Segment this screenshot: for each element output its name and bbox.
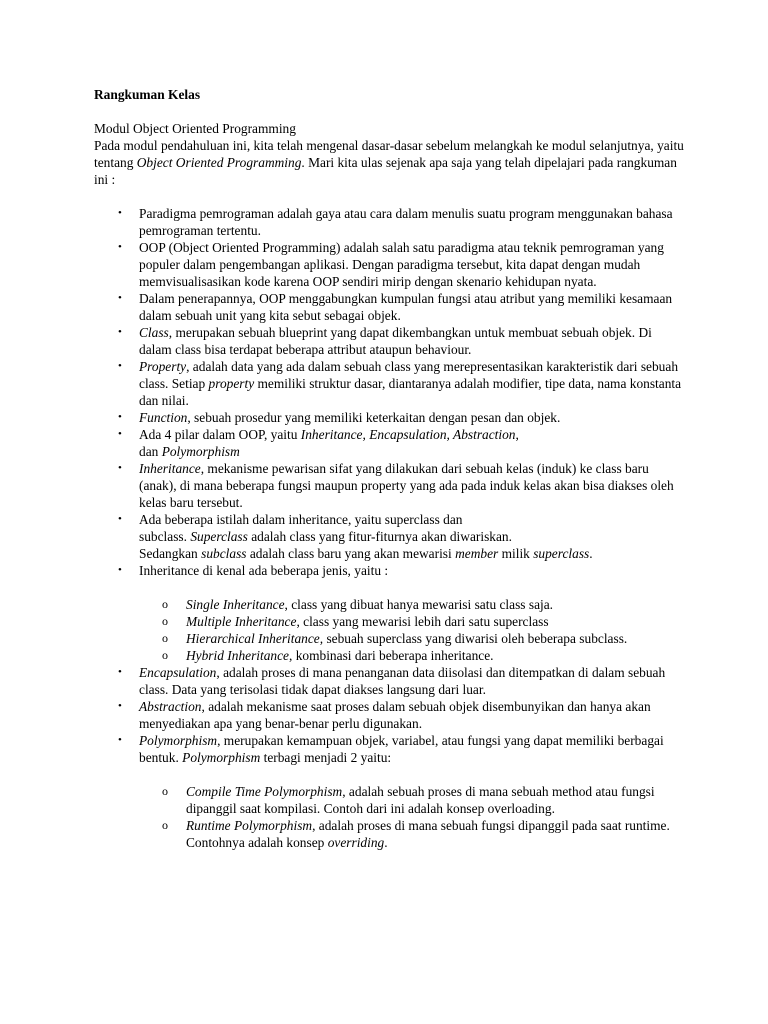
list-item-jenis-inheritance: • Inheritance di kenal ada beberapa jenis, yaitu : o Single Inheritance, class yang dibuat hanya mewarisi satu class saja. o Multiple Inheritance, class yang mewarisi lebih dari satu superclass o Hierarchical Inheritance, sebuah superclass yang diwarisi oleh beberapa subclass. o Hybrid Inheritance, kombinasi dari beberapa inheritance. [94, 562, 684, 664]
sub-item-hierarchical: o Hierarchical Inheritance, sebuah superclass yang diwarisi oleh beberapa subclass. [162, 631, 628, 646]
module-subtitle: Modul Object Oriented Programming [94, 121, 296, 136]
document-page [94, 86, 684, 851]
bullet-icon: • [118, 462, 122, 474]
intro-oop-term: Object Oriented Programming [136, 155, 302, 170]
list-item-function: • Function, sebuah prosedur yang memiliki keterkaitan dengan pesan dan objek. [118, 410, 561, 425]
bullet-icon: • [118, 292, 122, 304]
circle-bullet-icon: o [162, 631, 168, 645]
circle-bullet-icon: o [162, 597, 168, 611]
list-item-abstraction: • Abstraction, adalah mekanisme saat proses dalam sebuah objek disembunyikan dan hanya akan menyediakan apa yang benar-benar perlu digunakan. [118, 699, 651, 731]
bullet-icon: • [118, 207, 122, 219]
sub-item-hybrid: o Hybrid Inheritance, kombinasi dari beberapa inheritance. [162, 648, 494, 663]
bullet-icon: • [118, 700, 122, 712]
inheritance-types-list [139, 596, 684, 664]
spacer [94, 188, 684, 205]
list-item-paradigma: • Paradigma pemrograman adalah gaya atau cara dalam menulis suatu program menggunakan bahasa pemrograman tertentu. [118, 206, 673, 238]
circle-bullet-icon: o [162, 818, 168, 832]
intro-text-1: Pada modul pendahuluan ini, kita telah mengenal dasar-dasar sebelum melangkah ke modul selanjutnya, yaitu tentang [94, 138, 684, 170]
circle-bullet-icon: o [162, 648, 168, 662]
circle-bullet-icon: o [162, 614, 168, 628]
list-item-class: • Class, merupakan sebuah blueprint yang dapat dikembangkan untuk membuat sebuah objek. Di dalam class bisa terdapat beberapa attribut ataupun behaviour. [118, 325, 652, 357]
bullet-icon: • [118, 564, 122, 576]
summary-list [94, 205, 684, 851]
bullet-icon: • [118, 360, 122, 372]
bullet-icon: • [118, 411, 122, 423]
list-item-polymorphism: • Polymorphism, merupakan kemampuan objek, variabel, atau fungsi yang dapat memiliki berbagai bentuk. Polymorphism terbagi menjadi 2 yaitu: o Compile Time Polymorphism, adalah sebuah proses di mana sebuah method atau fungsi dipanggil saat kompilasi. Contoh dari ini adalah konsep overloading. o Runtime Polymorphism, adalah proses di mana sebuah fungsi dipanggil pada saat runtime. Contohnya adalah konsep overriding. [94, 732, 684, 851]
bullet-icon: • [118, 734, 122, 746]
circle-bullet-icon: o [162, 784, 168, 798]
sub-item-single: o Single Inheritance, class yang dibuat hanya mewarisi satu class saja. [162, 597, 554, 612]
list-item-istilah: • Ada beberapa istilah dalam inheritance, yaitu superclass dan subclass. Superclass adalah class yang fitur-fiturnya akan diwariskan. Sedangkan subclass adalah class baru yang akan mewarisi member milik superclass. [118, 512, 593, 561]
sub-item-multiple: o Multiple Inheritance, class yang mewarisi lebih dari satu superclass [162, 614, 549, 629]
sub-item-compile-time: o Compile Time Polymorphism, adalah sebuah proses di mana sebuah method atau fungsi dipanggil saat kompilasi. Contoh dari ini adalah konsep overloading. [162, 784, 655, 816]
bullet-icon: • [118, 326, 122, 338]
intro-paragraph [94, 137, 684, 188]
bullet-icon: • [118, 666, 122, 678]
list-item-penerapan: • Dalam penerapannya, OOP menggabungkan kumpulan fungsi atau atribut yang memiliki kesamaan dalam sebuah unit yang kita sebut sebagai objek. [118, 291, 673, 323]
sub-item-runtime: o Runtime Polymorphism, adalah proses di mana sebuah fungsi dipanggil pada saat runtime. Contohnya adalah konsep overriding. [162, 818, 670, 850]
list-item-property: • Property, adalah data yang ada dalam sebuah class yang merepresentasikan karakteristik dari sebuah class. Setiap property memiliki struktur dasar, diantaranya adalah modifier, tipe data, nama konstanta dan nilai. [118, 359, 682, 408]
bullet-icon: • [118, 428, 122, 440]
polymorphism-types-list [139, 783, 684, 851]
list-item-inheritance: • Inheritance, mekanisme pewarisan sifat yang dilakukan dari sebuah kelas (induk) ke class baru (anak), di mana beberapa fungsi maupun property yang ada pada induk kelas akan bisa diakses oleh kelas baru tersebut. [118, 461, 674, 510]
list-item-pilar: • Ada 4 pilar dalam OOP, yaitu Inheritance, Encapsulation, Abstraction, dan Polymorphism [118, 427, 519, 459]
list-item-oop: • OOP (Object Oriented Programming) adalah salah satu paradigma atau teknik pemrograman yang populer dalam pengembangan aplikasi. Dengan paradigma tersebut, kita dapat dengan mudah memvisualisasikan kode karena OOP sendiri mirip dengan skenario kehidupan nyata. [118, 240, 664, 289]
intro-text-2: . Mari kita ulas sejenak apa saja yang telah dipelajari pada rangkuman ini : [94, 155, 677, 187]
list-item-encapsulation: • Encapsulation, adalah proses di mana penanganan data diisolasi dan ditempatkan di dalam sebuah class. Data yang terisolasi tidak dapat diakses langsung dari luar. [118, 665, 666, 697]
bullet-icon: • [118, 241, 122, 253]
bullet-icon: • [118, 513, 122, 525]
document-title: Rangkuman Kelas [94, 87, 201, 102]
